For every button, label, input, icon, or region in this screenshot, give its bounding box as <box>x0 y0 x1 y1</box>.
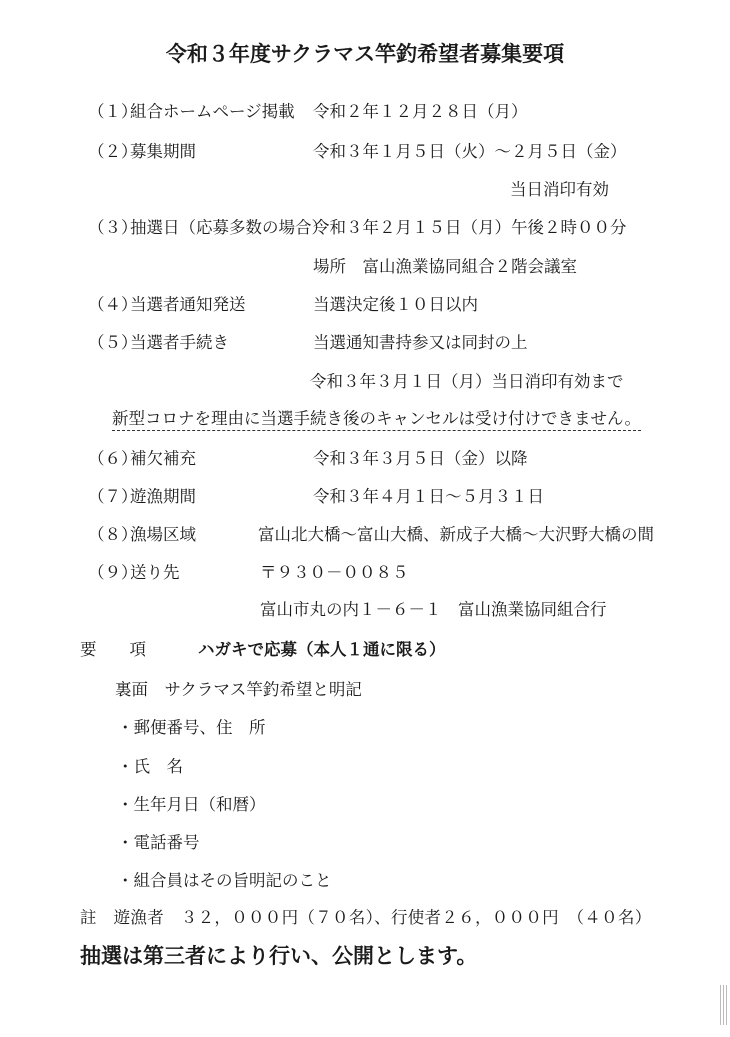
item-4-number: （４） <box>88 295 138 314</box>
guideline-bullet-birthdate: ・生年月日（和暦） <box>117 795 266 814</box>
item-4-label: 当選者通知発送 <box>130 295 246 314</box>
item-2-note: 当日消印有効 <box>510 180 609 199</box>
item-9-number: （９） <box>88 563 138 582</box>
guideline-bullet-member: ・組合員はその旨明記のこと <box>117 871 332 890</box>
item-9-postal-code: 〒９３０－００８５ <box>260 563 409 582</box>
item-7-number: （７） <box>88 487 138 506</box>
covid-notice-text: 新型コロナを理由に当選手続き後のキャンセルは受け付けできません。 <box>112 409 641 431</box>
guidelines-back-side: 裏面 サクラマス竿釣希望と明記 <box>115 680 362 699</box>
item-3-number: （３） <box>88 218 138 237</box>
item-2-label: 募集期間 <box>130 142 196 161</box>
item-6-value: 令和３年３月５日（金）以降 <box>313 449 528 468</box>
guideline-bullet-name: ・氏 名 <box>117 757 183 776</box>
item-4-value: 当選決定後１０日以内 <box>313 295 478 314</box>
item-6-number: （６） <box>88 449 138 468</box>
item-3-location: 場所 富山漁業協同組合２階会議室 <box>313 257 577 276</box>
item-3-value: 令和３年２月１５日（月）午後２時００分 <box>313 218 627 237</box>
item-5-number: （５） <box>88 333 138 352</box>
item-7-value: 令和３年４月１日～５月３１日 <box>313 487 544 506</box>
final-statement: 抽選は第三者により行い、公開とします。 <box>80 944 478 968</box>
item-9-address: 富山市丸の内１－６－１ 富山漁業協同組合行 <box>260 600 607 619</box>
item-1-label: 組合ホームページ掲載 <box>130 102 295 121</box>
guidelines-method: ハガキで応募（本人１通に限る） <box>198 640 446 659</box>
guideline-bullet-postal-address: ・郵便番号、住 所 <box>117 718 266 737</box>
document-title: 令和３年度サクラマス竿釣希望者募集要項 <box>165 42 565 66</box>
item-5-value: 当選通知書持参又は同封の上 <box>313 333 528 352</box>
item-8-value: 富山北大橋～富山大橋、新成子大橋～大沢野大橋の間 <box>258 525 654 544</box>
covid-notice <box>112 409 641 429</box>
item-1-number: （１） <box>88 102 138 121</box>
guideline-bullet-phone: ・電話番号 <box>117 833 200 852</box>
item-2-number: （２） <box>88 142 138 161</box>
item-1-value: 令和２年１２月２８日（月） <box>313 102 528 121</box>
item-7-label: 遊漁期間 <box>130 487 196 506</box>
guidelines-label: 要 項 <box>80 640 146 659</box>
item-2-value: 令和３年１月５日（火）～２月５日（金） <box>313 142 627 161</box>
scan-edge-mark <box>720 985 728 1025</box>
item-5-deadline: 令和３年３月１日（月）当日消印有効まで <box>310 372 624 391</box>
item-8-label: 漁場区域 <box>130 525 196 544</box>
fee-note: 註 遊漁者 ３２，０００円（７０名）、行使者２６，０００円 （４０名） <box>80 908 652 927</box>
item-5-label: 当選者手続き <box>130 333 229 352</box>
item-3-label: 抽選日（応募多数の場合） <box>130 218 328 237</box>
item-9-label: 送り先 <box>130 563 180 582</box>
item-8-number: （８） <box>88 525 138 544</box>
item-6-label: 補欠補充 <box>130 449 196 468</box>
